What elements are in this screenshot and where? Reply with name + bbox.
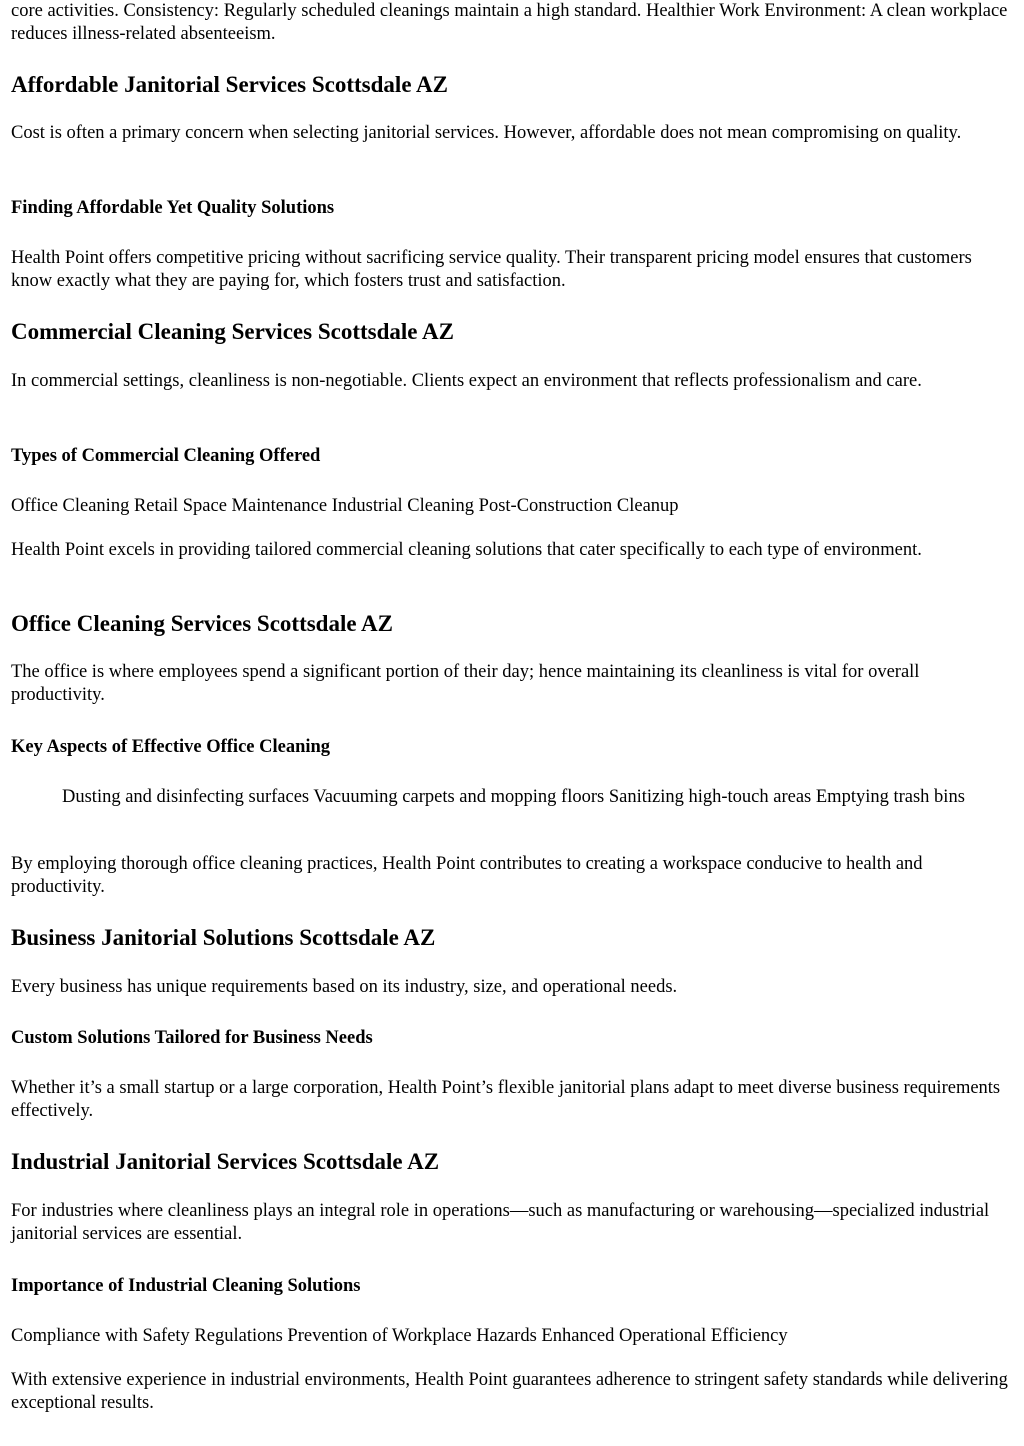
heading-affordable-janitorial: Affordable Janitorial Services Scottsdale AZ: [11, 72, 448, 97]
paragraph-office-practices: By employing thorough office cleaning practices, Health Point contributes to creating a workspace conducive to health and productivity.: [11, 854, 923, 897]
paragraph-business-intro: Every business has unique requirements based on its industry, size, and operational needs.: [11, 977, 678, 997]
paragraph-affordable-pricing: Health Point offers competitive pricing without sacrificing service quality. Their transparent pricing model ensures that customers know exactly what they are paying for, which fosters trust and satisfaction.: [11, 248, 972, 291]
subheading-office-aspects: Key Aspects of Effective Office Cleaning: [11, 737, 331, 757]
paragraph-industrial-list: Compliance with Safety Regulations Prevention of Workplace Hazards Enhanced Operational Efficiency: [11, 1326, 788, 1346]
paragraph-business-plans: Whether it’s a small startup or a large corporation, Health Point’s flexible janitorial plans adapt to meet diverse business requirements effectively.: [11, 1078, 1001, 1121]
heading-business-janitorial: Business Janitorial Solutions Scottsdale AZ: [11, 925, 436, 950]
paragraph-commercial-solutions: Health Point excels in providing tailored commercial cleaning solutions that cater specifically to each type of environment.: [11, 540, 922, 560]
heading-office-cleaning: Office Cleaning Services Scottsdale AZ: [11, 611, 394, 636]
paragraph-industrial-intro: For industries where cleanliness plays an integral role in operations—such as manufacturing or warehousing—specialized industrial janitorial services are essential.: [11, 1201, 990, 1244]
subheading-affordable-quality: Finding Affordable Yet Quality Solutions: [11, 198, 335, 218]
heading-industrial-janitorial: Industrial Janitorial Services Scottsdale AZ: [11, 1149, 440, 1174]
subheading-commercial-types: Types of Commercial Cleaning Offered: [11, 446, 321, 466]
paragraph-industrial-experience: With extensive experience in industrial environments, Health Point guarantees adherence to stringent safety standards while delivering exceptional results.: [11, 1370, 1008, 1413]
paragraph-commercial-types-list: Office Cleaning Retail Space Maintenance Industrial Cleaning Post-Construction Cleanup: [11, 496, 679, 516]
paragraph-affordable-intro: Cost is often a primary concern when selecting janitorial services. However, affordable does not mean compromising on quality.: [11, 123, 962, 143]
paragraph-office-intro: The office is where employees spend a significant portion of their day; hence maintaining its cleanliness is vital for overall productivity.: [11, 662, 920, 705]
heading-commercial-cleaning: Commercial Cleaning Services Scottsdale AZ: [11, 319, 454, 344]
blockquote-office-tasks: Dusting and disinfecting surfaces Vacuuming carpets and mopping floors Sanitizing high-touch areas Emptying trash bins: [62, 787, 965, 807]
paragraph-commercial-intro: In commercial settings, cleanliness is non-negotiable. Clients expect an environment that reflects professionalism and care.: [11, 371, 922, 391]
paragraph-intro-continued: core activities. Consistency: Regularly scheduled cleanings maintain a high standard. Healthier Work Environment: A clean workplace reduces illness-related absenteeism.: [11, 1, 1008, 44]
subheading-business-custom: Custom Solutions Tailored for Business Needs: [11, 1028, 373, 1048]
subheading-industrial-importance: Importance of Industrial Cleaning Solutions: [11, 1276, 361, 1296]
